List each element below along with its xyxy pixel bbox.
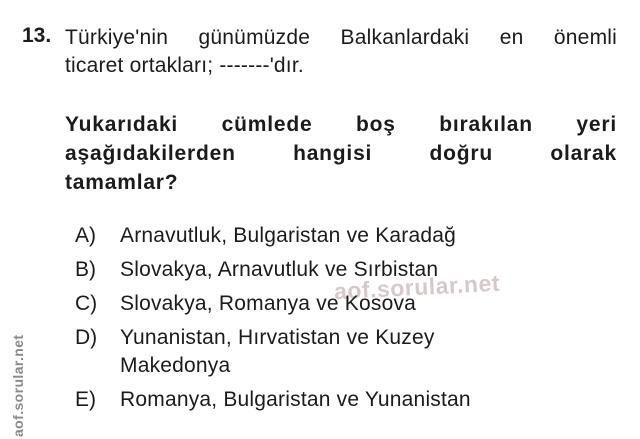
answer-options (65, 222, 617, 414)
option-b-letter: B) (75, 258, 96, 281)
option-d-text-line-2: Makedonya (120, 354, 231, 377)
question-statement-line-2: ticaret ortakları; -------'dır. (65, 54, 304, 77)
watermark-side-text: aof.sorular.net (10, 334, 26, 437)
option-d-text-line-1: Yunanistan, Hırvatistan ve Kuzey (120, 326, 435, 349)
option-e-letter: E) (75, 388, 96, 411)
option-a-text: Arnavutluk, Bulgaristan ve Karadağ (120, 224, 456, 247)
option-c-text: Slovakya, Romanya ve Kosova (120, 292, 417, 315)
option-d-letter: D) (75, 326, 98, 349)
option-e (65, 386, 617, 414)
question-prompt-line-1: Yukarıdaki cümlede boş bırakılan yeri (65, 113, 617, 136)
option-b (65, 256, 617, 284)
question-number: 13. (22, 24, 52, 47)
option-e-text: Romanya, Bulgaristan ve Yunanistan (120, 388, 471, 411)
option-a-letter: A) (75, 224, 96, 247)
watermark-center-text: aof.sorular.net (333, 269, 501, 305)
question-statement (65, 24, 617, 80)
option-b-text: Slovakya, Arnavutluk ve Sırbistan (120, 258, 439, 281)
option-a (65, 222, 617, 250)
option-d (65, 324, 617, 380)
option-c-letter: C) (75, 292, 98, 315)
question-prompt-line-3: tamamlar? (65, 171, 179, 194)
question-prompt (65, 110, 617, 197)
option-c (65, 290, 617, 318)
question-statement-line-1: Türkiye'nin günümüzde Balkanlardaki en önemli (65, 26, 617, 49)
question-body (65, 24, 617, 420)
option-d-text (120, 324, 617, 380)
question-prompt-line-2: aşağıdakilerden hangisi doğru olarak (65, 142, 617, 165)
